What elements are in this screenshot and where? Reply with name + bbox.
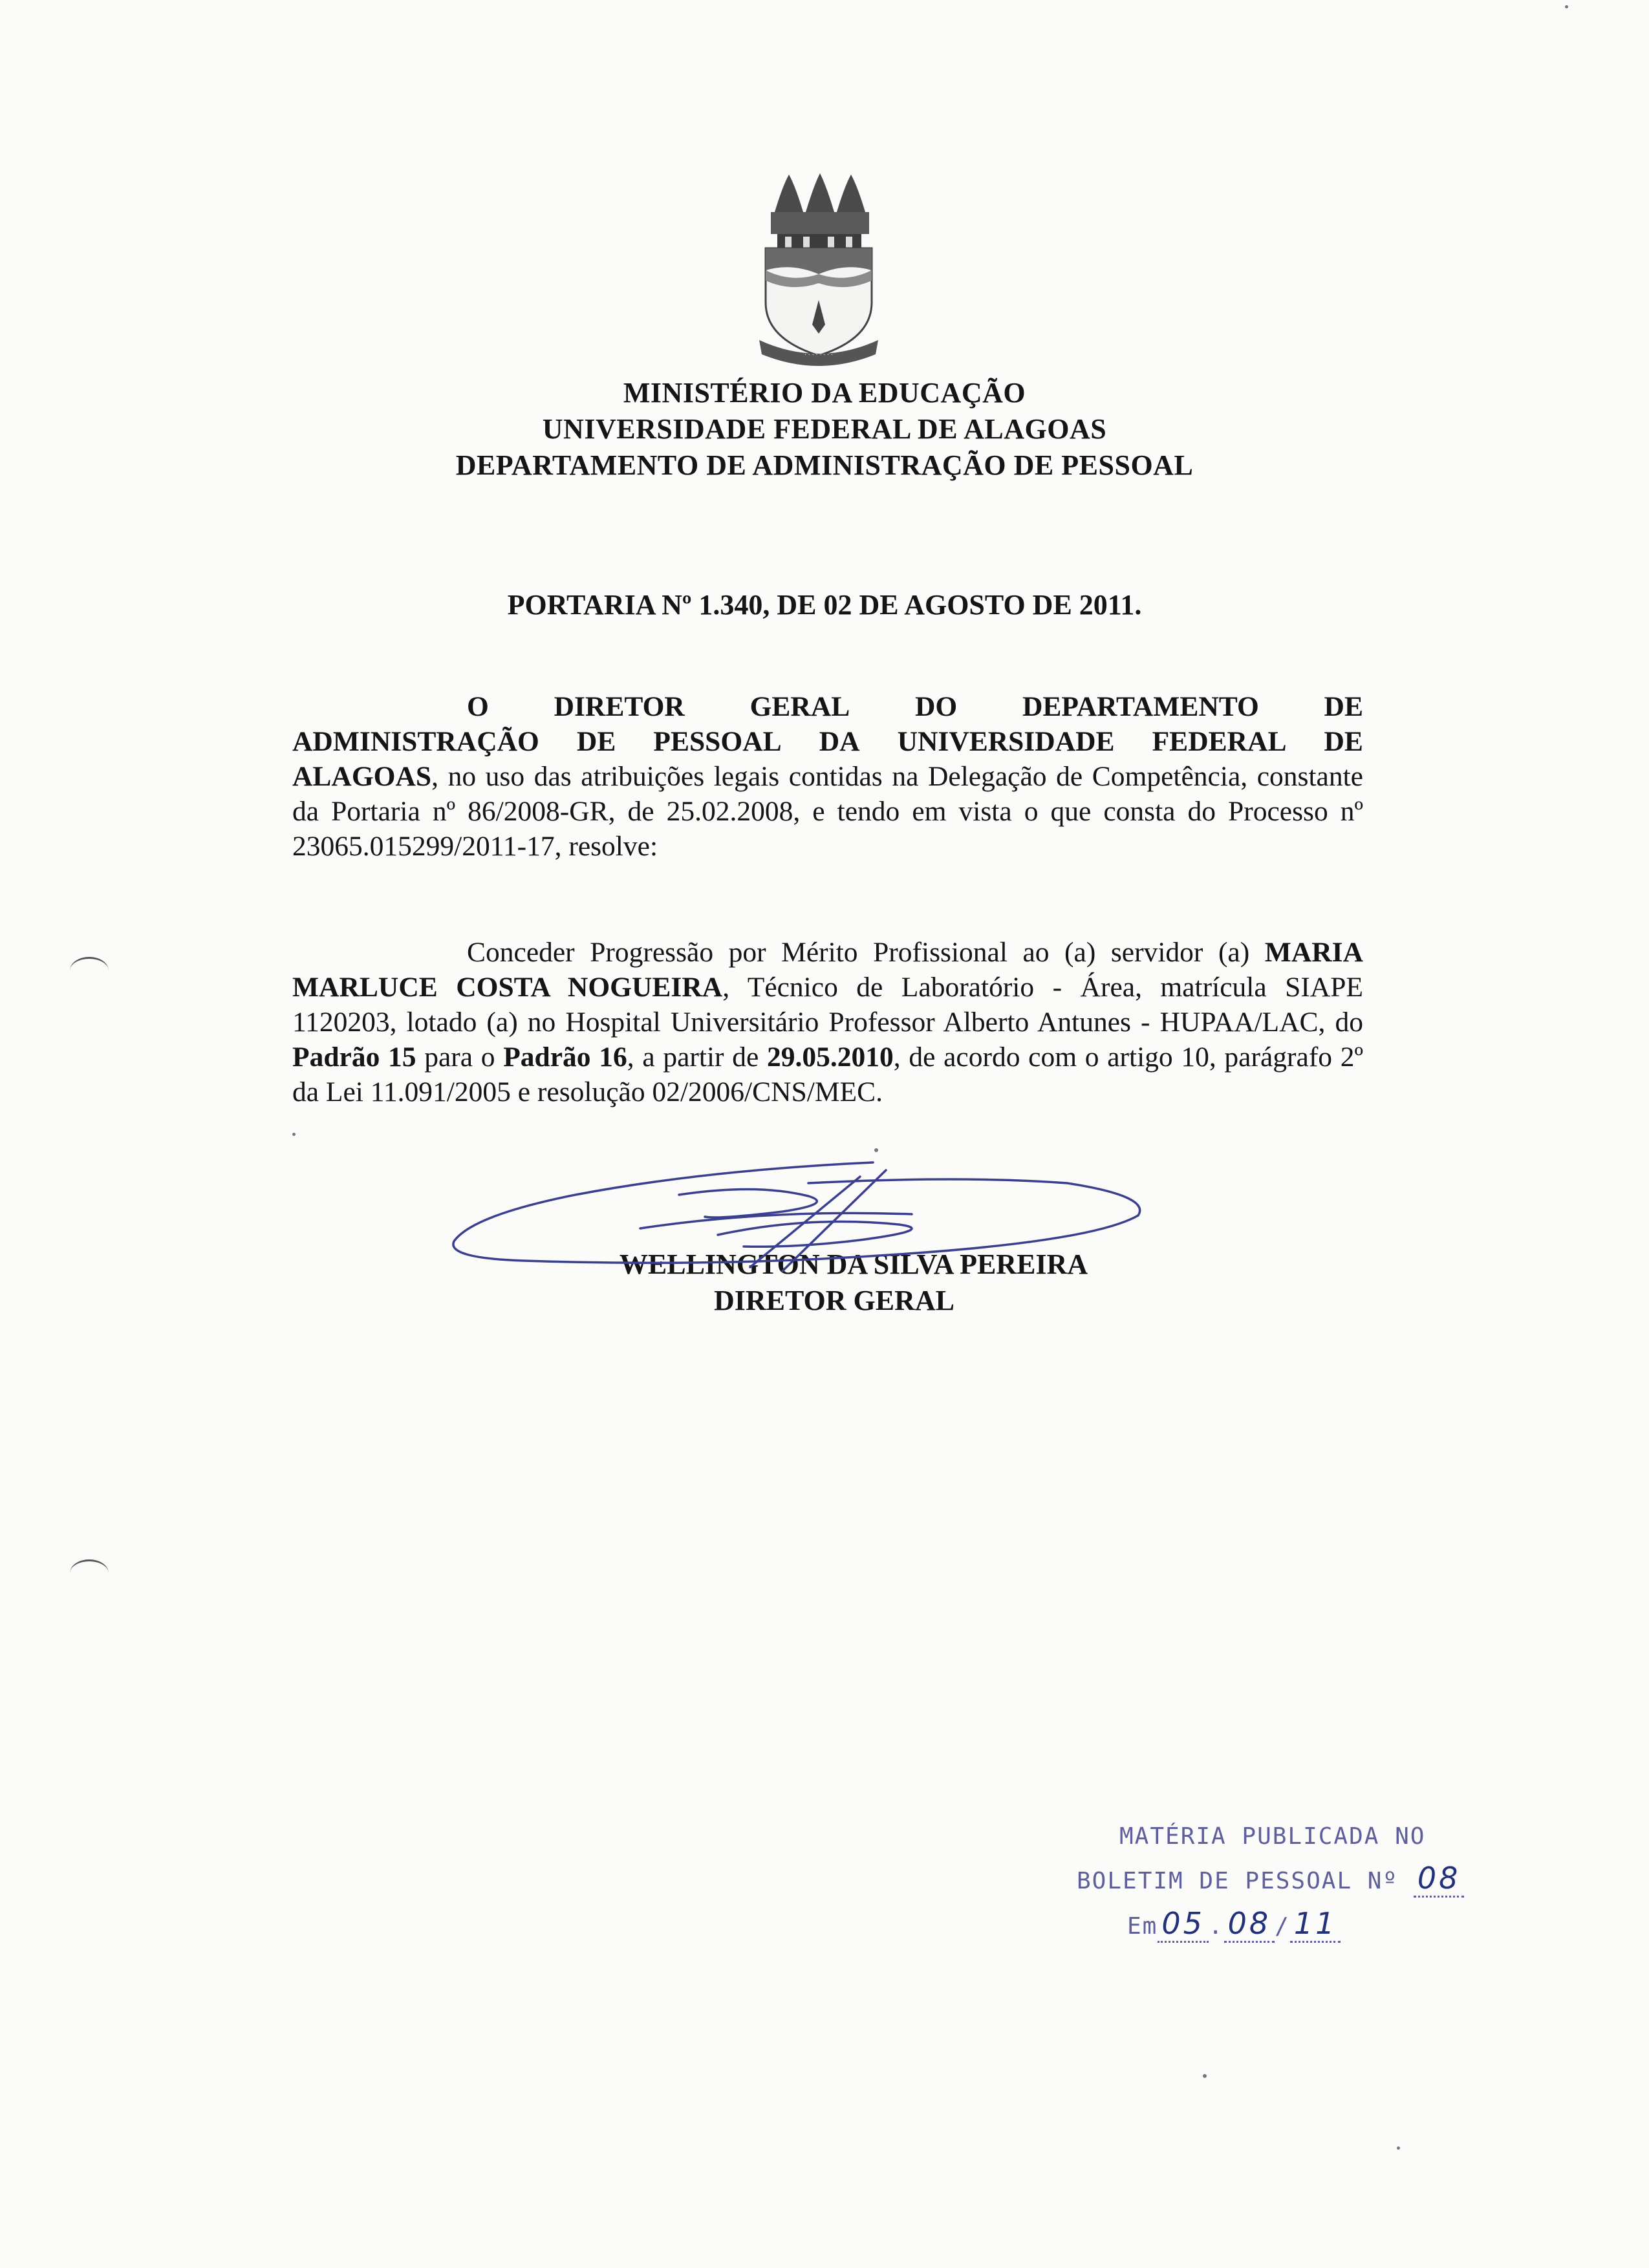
stamp-day: 05	[1158, 1906, 1209, 1943]
stamp-bulletin-number: 08	[1414, 1861, 1465, 1898]
binder-hole-mark	[70, 957, 109, 985]
preamble-word: DA	[819, 726, 860, 757]
to-level: Padrão 16	[503, 1042, 627, 1073]
scan-speck	[292, 1133, 296, 1136]
preamble-word: O	[467, 691, 489, 722]
preamble-word: FEDERAL	[1152, 726, 1287, 757]
signer-name: WELLINGTON DA SILVA PEREIRA	[619, 1248, 1088, 1280]
preamble-word: DO	[915, 691, 958, 722]
preamble-paragraph	[292, 689, 1363, 864]
preamble-bold-end: ALAGOAS	[292, 761, 432, 792]
stamp-line-1: MATÉRIA PUBLICADA NO	[1119, 1823, 1426, 1850]
university-line: UNIVERSIDADE FEDERAL DE ALAGOAS	[542, 413, 1107, 445]
ministry-line: MINISTÉRIO DA EDUCAÇÃO	[623, 377, 1026, 409]
preamble-word: DEPARTAMENTO	[1022, 691, 1259, 722]
preamble-line-1	[292, 689, 1363, 724]
decision-text-5: , de acordo com o artigo 10, parágrafo 2º da Lei 11.091/2005 e resolução 02/2006/CNS/MEC.	[292, 1042, 1363, 1107]
preamble-word: GERAL	[749, 691, 850, 722]
scan-speck	[1397, 2146, 1400, 2150]
decision-text-4: , a partir de	[627, 1042, 768, 1073]
from-level: Padrão 15	[292, 1042, 416, 1073]
scan-speck	[1203, 2074, 1207, 2078]
stamp-line-2	[1077, 1861, 1464, 1898]
stamp-separator: .	[1208, 1913, 1224, 1940]
effective-date: 29.05.2010	[767, 1042, 894, 1073]
stamp-date-label: Em	[1127, 1913, 1158, 1940]
publication-stamp	[1077, 1823, 1478, 1978]
decision-paragraph	[292, 935, 1363, 1109]
decision-text-1: Conceder Progressão por Mérito Profissional ao (a) servidor (a)	[467, 937, 1265, 968]
portaria-title: PORTARIA Nº 1.340, DE 02 DE AGOSTO DE 2011.	[507, 589, 1142, 621]
svg-text:· · · · · · · ·: · · · · · · · ·	[804, 352, 834, 359]
stamp-separator: /	[1275, 1913, 1290, 1940]
preamble-word: UNIVERSIDADE	[897, 726, 1115, 757]
department-line: DEPARTAMENTO DE ADMINISTRAÇÃO DE PESSOAL	[455, 449, 1194, 481]
scan-speck	[874, 1148, 878, 1152]
stamp-line-3	[1127, 1906, 1341, 1943]
stamp-month: 08	[1224, 1906, 1275, 1943]
scan-speck	[1565, 5, 1568, 8]
preamble-word: DE	[576, 726, 616, 757]
preamble-word: DE	[1324, 726, 1363, 757]
stamp-bulletin-label: BOLETIM DE PESSOAL Nº	[1077, 1868, 1399, 1894]
handwritten-signature	[446, 1144, 1164, 1293]
preamble-line-2	[292, 724, 1363, 759]
preamble-word: DE	[1324, 691, 1363, 722]
preamble-word: PESSOAL	[653, 726, 782, 757]
university-crest-logo	[755, 173, 882, 367]
preamble-word: DIRETOR	[554, 691, 685, 722]
decision-text-3: para o	[416, 1042, 504, 1073]
preamble-word: ADMINISTRAÇÃO	[292, 726, 539, 757]
binder-hole-mark	[70, 1559, 109, 1587]
institution-header	[0, 375, 1649, 484]
signer-role: DIRETOR GERAL	[713, 1285, 955, 1316]
preamble-rest	[292, 759, 1363, 864]
stamp-year: 11	[1290, 1906, 1341, 1943]
preamble-rest-text: , no uso das atribuições legais contidas na Delegação de Competência, constante da Portaria nº 86/2008-GR, de 25.02.2008, e tendo em vista o que consta do Processo nº 23065.015299/2011-17, resolve:	[292, 761, 1363, 862]
servant-name: MARIA MARLUCE COSTA NOGUEIRA	[292, 937, 1363, 1003]
decision-text-2: , Técnico de Laboratório - Área, matrícula SIAPE 1120203, lotado (a) no Hospital Universitário Professor Alberto Antunes - HUPAA/LAC, do	[292, 972, 1363, 1038]
